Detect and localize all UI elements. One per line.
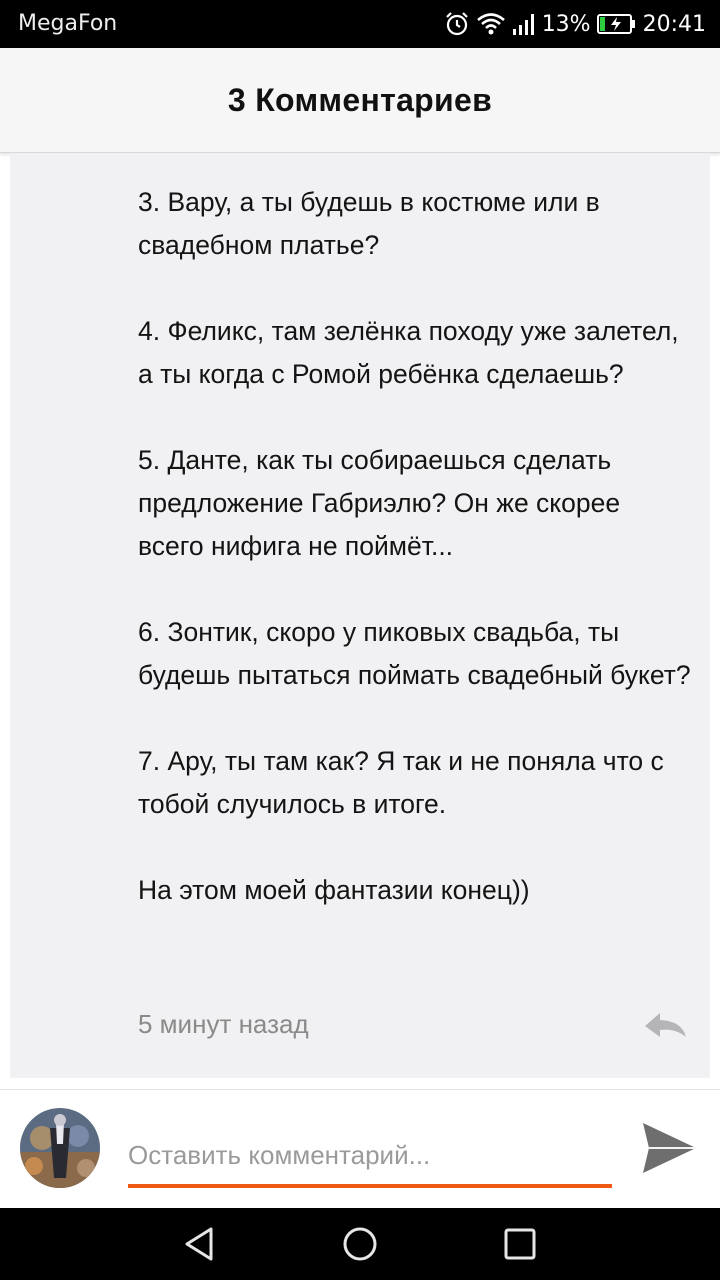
carrier-name: MegaFon	[18, 11, 118, 36]
reply-button[interactable]	[642, 1009, 688, 1043]
status-icons	[444, 8, 706, 40]
comment-timestamp: 5 минут назад	[138, 1009, 309, 1039]
comment-paragraph: 5. Данте, как ты собираешься сделать предложение Габриэлю? Он же скорее всего нифига не поймёт...	[138, 445, 621, 561]
wifi-icon	[476, 11, 506, 37]
navigation-bar	[0, 1208, 720, 1280]
avatar[interactable]	[20, 1108, 100, 1188]
page-title: 3 Комментариев	[227, 81, 493, 118]
comment-input-bar	[0, 1089, 720, 1209]
battery-charging-icon	[597, 13, 637, 35]
recents-button[interactable]	[502, 1226, 538, 1262]
recents-icon	[502, 1226, 538, 1262]
comment-paragraph: 6. Зонтик, скоро у пиковых свадьба, ты будешь пытаться поймать свадебный букет?	[138, 617, 691, 690]
comment-paragraph: На этом моей фантазии конец))	[138, 875, 530, 905]
alarm-icon	[444, 11, 470, 37]
home-button[interactable]	[342, 1226, 378, 1262]
comment-paragraph: 3. Вару, а ты будешь в костюме или в свадебном платье?	[138, 187, 600, 260]
comment-paragraph: 7. Ару, ты там как? Я так и не поняла что с тобой случилось в итоге.	[138, 746, 664, 819]
comments-header	[0, 48, 720, 153]
comment-body	[138, 181, 693, 912]
send-button[interactable]	[640, 1120, 698, 1176]
reply-icon	[642, 1009, 688, 1043]
comment-paragraph: 4. Феликс, там зелёнка походу уже залетел, а ты когда с Ромой ребёнка сделаешь?	[138, 316, 679, 389]
back-icon	[182, 1226, 218, 1262]
comment-card	[10, 153, 710, 1078]
clock: 20:41	[642, 11, 706, 37]
back-button[interactable]	[182, 1226, 218, 1262]
status-bar	[0, 0, 720, 48]
battery-percent: 13%	[541, 11, 591, 37]
send-icon	[640, 1120, 698, 1176]
home-icon	[342, 1226, 378, 1262]
comment-input[interactable]	[128, 1126, 612, 1188]
signal-icon	[512, 12, 536, 36]
